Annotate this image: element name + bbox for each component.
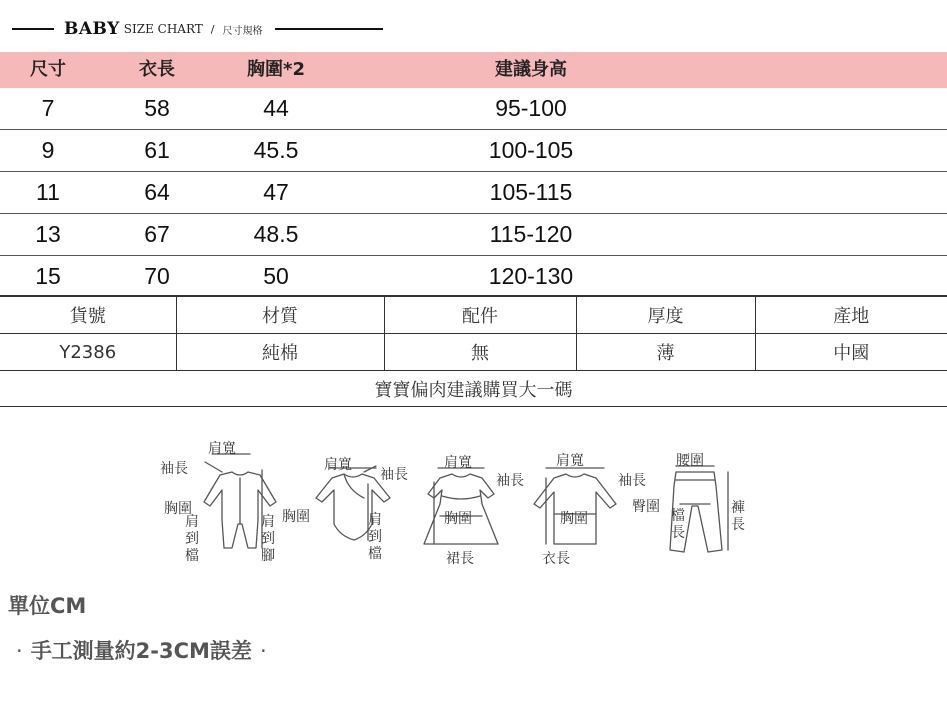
value-item-no: Y2386 [0, 334, 176, 371]
table-row [0, 256, 947, 297]
cell-length: 64 [144, 179, 170, 205]
cell-height: 105-115 [489, 179, 573, 205]
bodysuit-shoulder-crotch-label: 肩到檔 [368, 512, 382, 562]
pants-waist-label: 腰圍 [676, 453, 704, 469]
romper-shoulder-crotch-label: 肩到檔 [185, 514, 199, 564]
measurement-error-note [8, 635, 275, 665]
cell-size: 15 [35, 263, 61, 289]
cell-size: 13 [35, 221, 61, 247]
col-header-chest: 胸圍*2 [247, 59, 305, 80]
bullet-dot: · [16, 639, 23, 663]
product-info-table [0, 295, 947, 407]
cell-chest: 48.5 [253, 221, 299, 247]
size-table-header [0, 52, 947, 88]
header-rule-right [275, 28, 383, 30]
romper-shoulder-foot-label: 肩到腳 [261, 514, 275, 564]
cell-size: 7 [41, 95, 55, 121]
product-header-row [0, 296, 947, 334]
bodysuit-chest-label: 胸圍 [282, 509, 310, 525]
dress-sketch [424, 468, 498, 544]
top-chest-label: 胸圍 [560, 511, 588, 527]
size-chart-subtitle: SIZE CHART [123, 22, 203, 36]
cell-length: 67 [144, 221, 170, 247]
dress-chest-label: 胸圍 [444, 511, 472, 527]
cell-length: 61 [144, 137, 170, 163]
pants-length-label: 褲長 [731, 500, 745, 533]
col-header-size: 尺寸 [30, 59, 66, 80]
product-note-row [0, 371, 947, 407]
value-material: 純棉 [176, 334, 384, 371]
cell-chest: 45.5 [253, 137, 299, 163]
cell-size: 9 [41, 137, 55, 163]
romper-sleeve-label: 袖長 [160, 461, 188, 477]
header-rule-left [12, 28, 54, 30]
value-origin: 中國 [755, 334, 947, 371]
cell-chest: 47 [263, 179, 289, 205]
dress-skirt-length-label: 裙長 [446, 551, 474, 567]
pants-hip-label: 臀圍 [632, 499, 660, 515]
header-accessories: 配件 [384, 296, 576, 334]
product-value-row [0, 334, 947, 371]
col-header-height: 建議身高 [495, 59, 567, 80]
size-chart-header [12, 18, 383, 40]
header-origin: 產地 [755, 296, 947, 334]
table-row [0, 172, 947, 214]
top-body-length-label: 衣長 [542, 551, 570, 567]
top-sleeve-label: 袖長 [618, 473, 646, 489]
value-accessories: 無 [384, 334, 576, 371]
romper-shoulder-label: 肩寬 [208, 441, 236, 457]
header-separator: / [210, 22, 215, 36]
cell-height: 100-105 [488, 137, 574, 163]
table-row [0, 88, 947, 130]
size-chart-subtitle-cn: 尺寸規格 [222, 25, 263, 37]
cell-height: 95-100 [495, 95, 567, 121]
value-thickness: 薄 [576, 334, 755, 371]
bullet-dot: · [259, 639, 267, 663]
cell-chest: 44 [263, 95, 289, 121]
cell-chest: 50 [263, 263, 289, 289]
header-material: 材質 [176, 296, 384, 334]
header-thickness: 厚度 [576, 296, 755, 334]
pants-crotch-label: 檔長 [671, 508, 685, 541]
measurement-error-text: 手工測量約2-3CM誤差 [30, 639, 252, 663]
col-header-length: 衣長 [139, 59, 175, 80]
cell-size: 11 [36, 179, 60, 205]
dress-sleeve-label: 袖長 [496, 473, 524, 489]
cell-height: 120-130 [488, 263, 574, 289]
cell-height: 115-120 [489, 221, 573, 247]
brand-title: BABY [64, 19, 120, 39]
cell-length: 70 [144, 263, 170, 289]
table-row [0, 130, 947, 172]
bodysuit-shoulder-label: 肩寬 [324, 457, 352, 473]
top-shoulder-label: 肩寬 [556, 453, 584, 469]
bodysuit-sleeve-label: 袖長 [380, 467, 408, 483]
unit-note: 單位CM [8, 594, 87, 618]
top-sketch [534, 468, 616, 544]
sizing-advice: 寶寶偏肉建議購買大一碼 [0, 371, 947, 407]
dress-shoulder-label: 肩寬 [444, 455, 472, 471]
table-row [0, 214, 947, 256]
header-item-no: 貨號 [0, 296, 176, 334]
romper-chest-label: 胸圍 [164, 501, 192, 517]
cell-length: 58 [144, 95, 170, 121]
measurement-diagrams [150, 432, 760, 582]
